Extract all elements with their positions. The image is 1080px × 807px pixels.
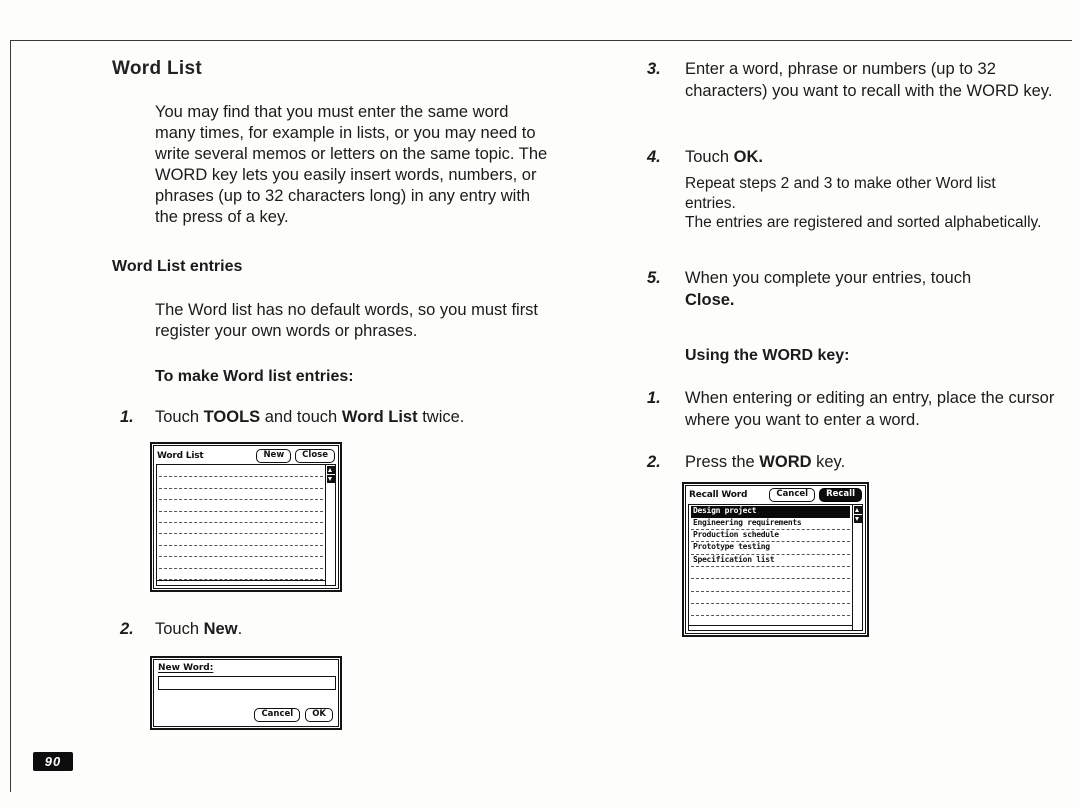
note-line: Repeat steps 2 and 3 to make other Word list entries. bbox=[685, 175, 996, 212]
recall-dialog bbox=[682, 482, 869, 637]
step-text: Touch TOOLS and touch Word List twice. bbox=[155, 408, 465, 426]
wordlist-empty-row bbox=[159, 466, 323, 477]
wordlist-empty-row bbox=[159, 569, 323, 580]
cancel-button[interactable]: Cancel bbox=[769, 488, 815, 502]
scroll-up-icon[interactable] bbox=[854, 506, 862, 514]
recall-item[interactable]: Production schedule bbox=[691, 530, 850, 542]
wordlist-empty-row bbox=[159, 557, 323, 568]
step-4-notes bbox=[685, 174, 1047, 233]
left-column bbox=[112, 58, 552, 730]
make-entries-heading: To make Word list entries: bbox=[155, 368, 354, 385]
wordlist-list-box bbox=[156, 464, 336, 586]
entries-heading: Word List entries bbox=[112, 258, 243, 275]
wordlist-empty-row bbox=[159, 534, 323, 545]
right-column bbox=[645, 58, 1065, 637]
using-step-1 bbox=[645, 387, 1065, 431]
step-text: Enter a word, phrase or numbers (up to 32 characters) you want to recall with the WORD key. bbox=[685, 60, 1053, 100]
recall-dialog-title: Recall Word bbox=[689, 490, 748, 500]
recall-horizontal-scrollbar[interactable] bbox=[689, 625, 852, 630]
recall-list-box bbox=[688, 504, 863, 631]
step-text: Press the WORD key. bbox=[685, 452, 846, 471]
step-4 bbox=[645, 146, 1065, 168]
scroll-down-icon[interactable] bbox=[854, 515, 862, 523]
recall-titlebar bbox=[686, 486, 865, 504]
step-1 bbox=[112, 406, 552, 428]
scroll-down-icon[interactable] bbox=[327, 475, 335, 483]
wordlist-empty-row bbox=[159, 546, 323, 557]
recall-empty-row bbox=[691, 579, 850, 591]
wordlist-empty-row bbox=[159, 523, 323, 534]
recall-item[interactable]: Specification list bbox=[691, 555, 850, 567]
recall-item[interactable]: Design project bbox=[691, 506, 850, 518]
page-number-badge: 90 bbox=[33, 752, 73, 771]
wordlist-dialog-title: Word List bbox=[157, 450, 204, 461]
cancel-button[interactable]: Cancel bbox=[254, 708, 300, 722]
step-5 bbox=[645, 267, 1065, 311]
newword-dialog bbox=[150, 656, 342, 730]
step-number: 1. bbox=[647, 388, 661, 407]
wordlist-dialog bbox=[150, 442, 342, 592]
new-button[interactable]: New bbox=[256, 449, 291, 463]
using-step-2 bbox=[645, 451, 1065, 473]
step-number: 5. bbox=[647, 268, 661, 287]
step-text: When you complete your entries, touch Close. bbox=[685, 268, 972, 309]
page-title: Word List bbox=[112, 58, 202, 79]
wordlist-empty-row bbox=[159, 500, 323, 511]
using-word-key-heading: Using the WORD key: bbox=[685, 346, 850, 364]
recall-list bbox=[689, 505, 852, 630]
wordlist-empty-row bbox=[159, 477, 323, 488]
recall-item[interactable]: Prototype testing bbox=[691, 542, 850, 554]
entries-paragraph: The Word list has no default words, so you must first register your own words or phrases. bbox=[155, 301, 539, 340]
note-line: The entries are registered and sorted alphabetically. bbox=[685, 214, 1042, 231]
intro-paragraph: You may find that you must enter the same word many times, for example in lists, or you may need to write several memos or letters on the same topic. The WORD key lets you easily insert words, numbers, or phrases (up to 32 characters long) in any entry with the press of a key. bbox=[155, 103, 548, 226]
close-button[interactable]: Close bbox=[295, 449, 335, 463]
wordlist-titlebar bbox=[154, 446, 338, 464]
recall-empty-row bbox=[691, 604, 850, 616]
step-number: 2. bbox=[120, 620, 134, 638]
new-word-input[interactable] bbox=[158, 676, 336, 690]
wordlist-empty-row bbox=[159, 512, 323, 523]
step-text: Touch New. bbox=[155, 620, 243, 638]
wordlist-horizontal-scrollbar[interactable] bbox=[157, 580, 325, 585]
recall-scrollbar[interactable] bbox=[852, 505, 862, 630]
step-number: 3. bbox=[647, 60, 661, 78]
wordlist-empty-rows bbox=[157, 465, 325, 585]
step-number: 2. bbox=[647, 452, 661, 471]
wordlist-empty-row bbox=[159, 489, 323, 500]
step-2 bbox=[112, 618, 552, 640]
step-3 bbox=[645, 58, 1065, 102]
ok-button[interactable]: OK bbox=[305, 708, 333, 722]
scroll-up-icon[interactable] bbox=[327, 466, 335, 474]
step-number: 4. bbox=[647, 148, 661, 166]
wordlist-scrollbar[interactable] bbox=[325, 465, 335, 585]
step-text: When entering or editing an entry, place the cursor where you want to enter a word. bbox=[685, 388, 1055, 429]
step-number: 1. bbox=[120, 408, 134, 426]
recall-button[interactable]: Recall bbox=[819, 488, 862, 502]
recall-item[interactable]: Engineering requirements bbox=[691, 518, 850, 530]
recall-empty-row bbox=[691, 567, 850, 579]
new-word-label: New Word: bbox=[158, 663, 214, 673]
step-text: Touch OK. bbox=[685, 148, 763, 166]
recall-empty-row bbox=[691, 592, 850, 604]
